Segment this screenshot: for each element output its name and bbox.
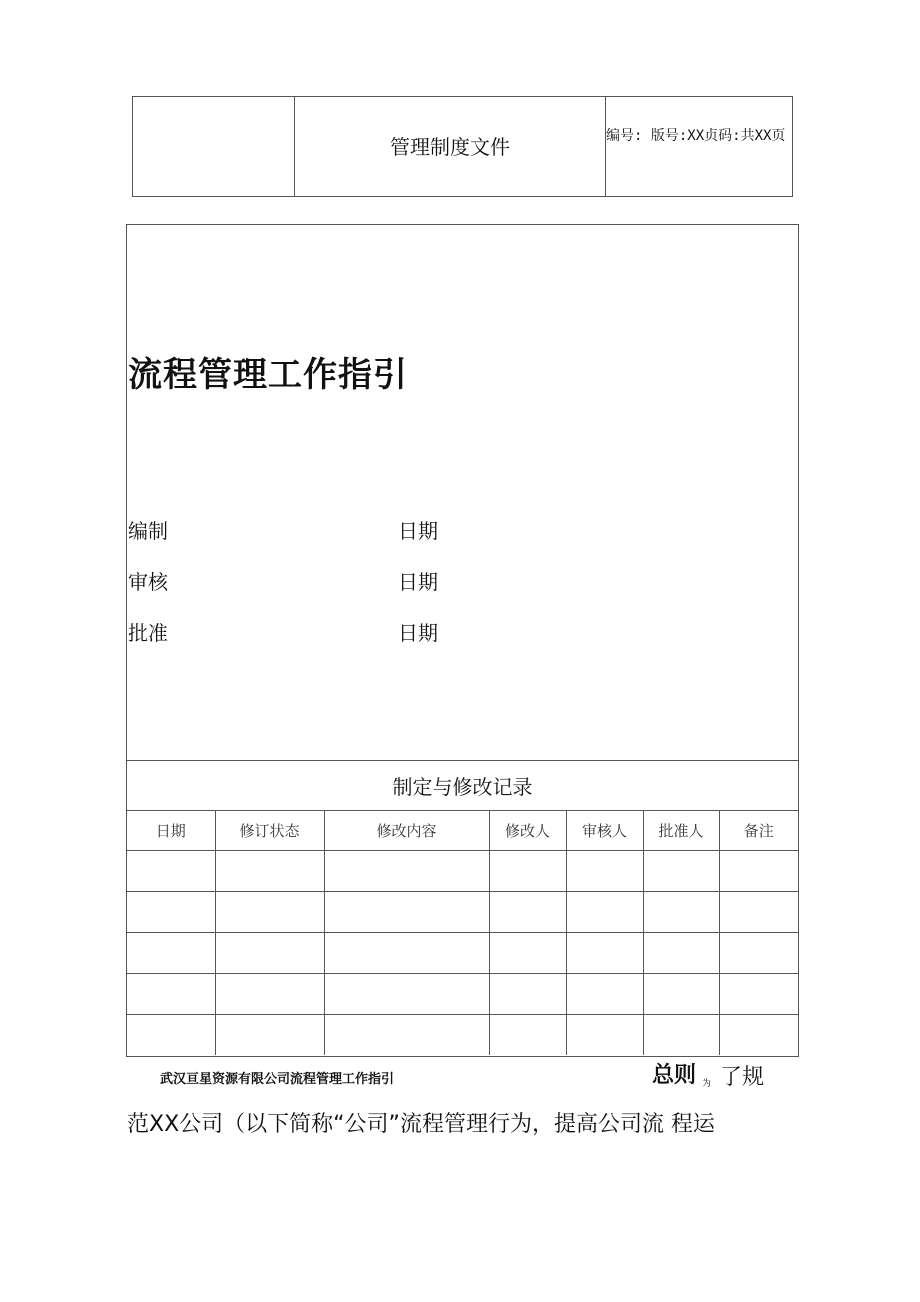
revision-header-row — [127, 810, 798, 851]
table-cell — [719, 851, 798, 892]
table-cell — [127, 892, 215, 933]
table-cell — [643, 1015, 719, 1056]
cover-box — [126, 224, 799, 1057]
table-cell — [719, 933, 798, 974]
revision-record-title: 制定与修改记录 — [127, 760, 798, 811]
table-cell — [215, 892, 324, 933]
col-header-remarks: 备注 — [719, 810, 798, 851]
table-cell — [127, 851, 215, 892]
table-cell — [324, 974, 489, 1015]
revision-table — [127, 810, 798, 1055]
col-header-date: 日期 — [127, 810, 215, 851]
table-row — [127, 851, 798, 892]
table-row — [127, 892, 798, 933]
table-cell — [566, 933, 643, 974]
table-cell — [719, 1015, 798, 1056]
small-inline-text: 为 — [702, 1079, 712, 1089]
table-cell — [643, 851, 719, 892]
table-cell — [566, 1015, 643, 1056]
table-cell — [324, 933, 489, 974]
table-cell — [489, 1015, 566, 1056]
doc-type-label: 管理制度文件 — [295, 97, 606, 196]
signoff-role-approve: 批准 — [128, 621, 168, 645]
table-cell — [489, 851, 566, 892]
table-cell — [643, 974, 719, 1015]
section-heading: 总则 — [652, 1063, 697, 1088]
doc-meta: 编号: 版号:XX贞码:共XX页 — [606, 128, 786, 144]
table-cell — [566, 851, 643, 892]
table-cell — [215, 974, 324, 1015]
body-paragraph-line: 范XX公司（以下简称“公司”流程管理行为，提高公司流 程运 — [127, 1112, 715, 1137]
col-header-content: 修改内容 — [324, 810, 489, 851]
table-row — [127, 933, 798, 974]
col-header-approver: 批准人 — [643, 810, 719, 851]
table-row — [127, 974, 798, 1015]
table-cell — [127, 933, 215, 974]
document-title: 流程管理工作指引 — [128, 355, 408, 395]
table-cell — [719, 892, 798, 933]
table-cell — [643, 892, 719, 933]
table-cell — [489, 892, 566, 933]
table-cell — [719, 974, 798, 1015]
table-cell — [566, 892, 643, 933]
signoff-role-compile: 编制 — [128, 519, 168, 543]
signoff-date-approve: 日期 — [398, 621, 438, 645]
signoff-date-compile: 日期 — [398, 519, 438, 543]
col-header-reviewer: 审核人 — [566, 810, 643, 851]
col-header-modifier: 修改人 — [489, 810, 566, 851]
table-cell — [324, 892, 489, 933]
signoff-role-review: 审核 — [128, 570, 168, 594]
signoff-date-review: 日期 — [398, 570, 438, 594]
footer-company-name: 武汉亘星资源有限公司流程管理工作指引 — [160, 1072, 395, 1087]
col-header-status: 修订状态 — [215, 810, 324, 851]
table-cell — [324, 1015, 489, 1056]
table-cell — [215, 933, 324, 974]
table-cell — [215, 1015, 324, 1056]
table-cell — [127, 974, 215, 1015]
table-cell — [489, 974, 566, 1015]
body-text-tail: 了规 — [720, 1065, 765, 1090]
header-table — [132, 96, 793, 197]
logo-cell — [133, 97, 295, 196]
table-cell — [489, 933, 566, 974]
table-row — [127, 1015, 798, 1056]
table-cell — [127, 1015, 215, 1056]
table-cell — [324, 851, 489, 892]
table-cell — [566, 974, 643, 1015]
table-cell — [643, 933, 719, 974]
table-cell — [215, 851, 324, 892]
